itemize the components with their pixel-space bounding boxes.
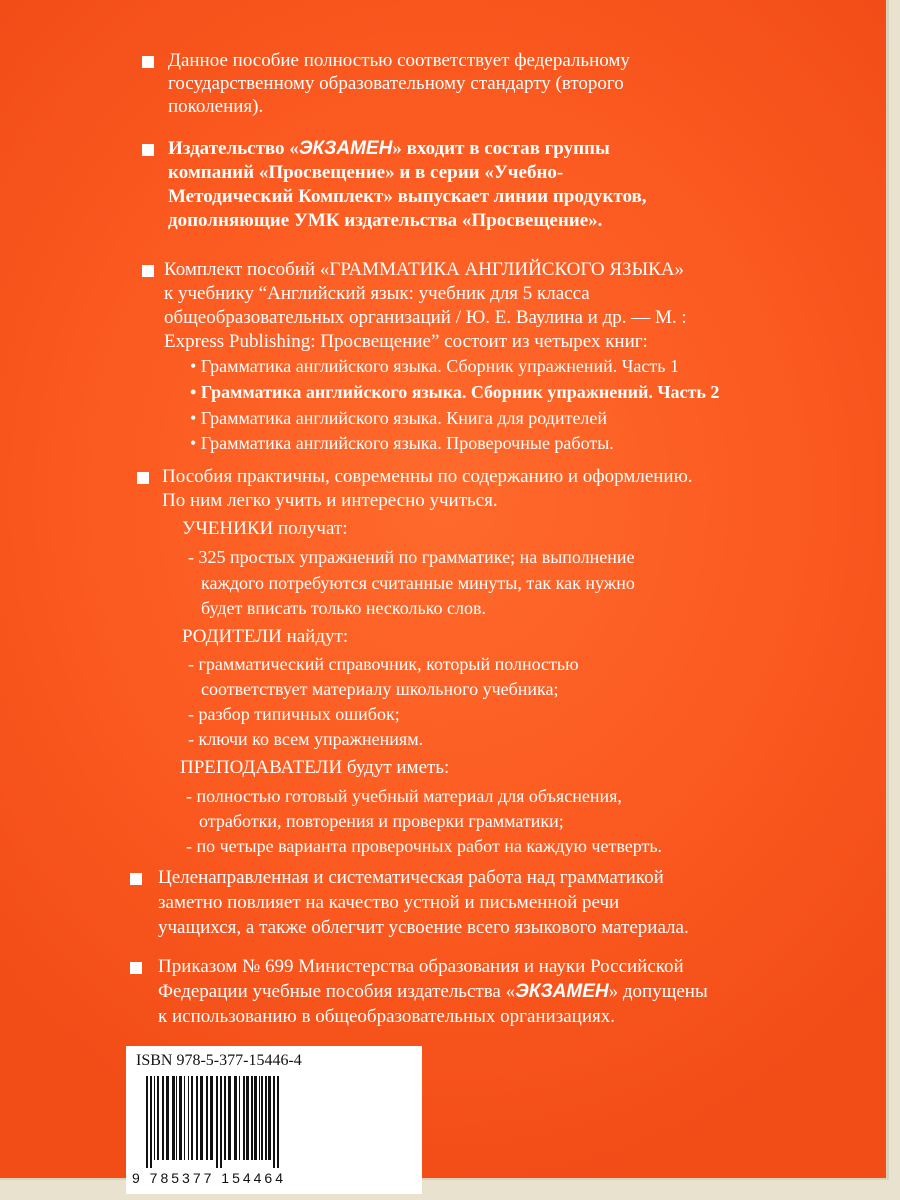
barcode-bar bbox=[246, 1076, 249, 1160]
para2-line-1-c: » входит в состав группы bbox=[392, 138, 610, 159]
bullet-square-icon bbox=[130, 873, 142, 885]
barcode-bar bbox=[179, 1076, 182, 1160]
barcode-bar bbox=[228, 1076, 231, 1160]
para6-line-2-a: Федерации учебные пособия издательства « bbox=[158, 981, 516, 1002]
teachers-heading: ПРЕПОДАВАТЕЛИ будут иметь: bbox=[180, 757, 450, 778]
barcode-bar bbox=[191, 1076, 193, 1160]
barcode-bar bbox=[259, 1076, 260, 1160]
barcode-bar bbox=[150, 1076, 152, 1168]
para2-line-2: компаний «Просвещение» и в серии «Учебно- bbox=[168, 162, 564, 183]
para5-line-2: заметно повлияет на качество устной и письменной речи bbox=[158, 892, 620, 913]
para1-line-2: государственному образовательному стандарту (второго bbox=[168, 73, 624, 94]
para3-line-2: к учебнику “Английский язык: учебник для 5 класса bbox=[164, 283, 590, 304]
barcode-bar bbox=[251, 1076, 253, 1160]
barcode-digits: 9 785377 154464 bbox=[132, 1170, 286, 1186]
para2-line-3: Методический Комплект» выпускает линии продуктов, bbox=[168, 186, 647, 207]
barcode-bar bbox=[261, 1076, 263, 1160]
para5-line-1: Целенаправленная и систематическая работа над грамматикой bbox=[158, 867, 664, 888]
book-list-item-3: • Грамматика английского языка. Книга для родителей bbox=[190, 408, 608, 428]
publisher-name: ЭКЗАМЕН bbox=[298, 138, 393, 159]
bullet-square-icon bbox=[130, 962, 142, 974]
para3-line-4: Express Publishing: Просвещение” состоит из четырех книг: bbox=[164, 331, 648, 352]
para2-line-4: дополняющие УМК издательства «Просвещение». bbox=[168, 210, 603, 231]
isbn-barcode bbox=[126, 1046, 422, 1194]
parents-line-3: - разбор типичных ошибок; bbox=[188, 704, 400, 724]
students-line-1: - 325 простых упражнений по грамматике; на выполнение bbox=[188, 547, 635, 567]
bullet-square-icon bbox=[142, 265, 154, 277]
para6-line-1: Приказом № 699 Министерства образования и науки Российской bbox=[158, 956, 684, 977]
para4-intro-1: Пособия практичны, современны по содержанию и оформлению. bbox=[162, 466, 693, 487]
barcode-bar bbox=[200, 1076, 203, 1160]
teachers-line-1: - полностью готовый учебный материал для объяснения, bbox=[186, 786, 622, 806]
barcode-bar bbox=[239, 1076, 240, 1160]
barcode-bar bbox=[216, 1076, 218, 1168]
bullet-square-icon bbox=[137, 472, 149, 484]
para6-line-2 bbox=[158, 981, 708, 1003]
isbn-number: ISBN 978-5-377-15446-4 bbox=[136, 1052, 302, 1069]
para2-line-1 bbox=[168, 138, 610, 160]
barcode-bar bbox=[268, 1076, 271, 1160]
barcode-bar bbox=[273, 1076, 275, 1168]
para1-line-1: Данное пособие полностью соответствует федеральному bbox=[168, 50, 630, 71]
barcode-bar bbox=[157, 1076, 159, 1160]
bullet-square-icon bbox=[142, 144, 154, 156]
teachers-line-3: - по четыре варианта проверочных работ на каждую четверть. bbox=[186, 836, 663, 856]
barcode-bar bbox=[243, 1076, 245, 1160]
barcode-bar bbox=[265, 1076, 267, 1160]
barcode-bar bbox=[184, 1076, 185, 1160]
barcode-bar bbox=[166, 1076, 169, 1160]
para4-intro-2: По ним легко учить и интересно учиться. bbox=[162, 490, 498, 511]
barcode-bar bbox=[224, 1076, 226, 1160]
barcode-bar bbox=[234, 1076, 237, 1160]
students-line-2: каждого потребуются считанные минуты, так как нужно bbox=[201, 573, 635, 593]
teachers-line-2: отработки, повторения и проверки грамматики; bbox=[199, 811, 564, 831]
para5-line-3: учащихся, а также облегчит усвоение всего языкового материала. bbox=[158, 917, 689, 938]
barcode-bar bbox=[210, 1076, 213, 1160]
para2-line-1-a: Издательство « bbox=[168, 138, 299, 159]
barcode-bar bbox=[176, 1076, 177, 1160]
barcode-bar bbox=[146, 1076, 148, 1168]
students-heading: УЧЕНИКИ получат: bbox=[182, 518, 348, 539]
students-line-3: будет вписать только несколько слов. bbox=[201, 598, 486, 618]
parents-heading: РОДИТЕЛИ найдут: bbox=[182, 626, 349, 647]
barcode-bar bbox=[206, 1076, 208, 1160]
publisher-name: ЭКЗАМЕН bbox=[515, 981, 609, 1002]
parents-line-1: - грамматический справочник, который полностью bbox=[188, 654, 579, 674]
para3-line-3: общеобразовательных организаций / Ю. Е. Ваулина и др. — М. : bbox=[164, 307, 687, 328]
barcode-bar bbox=[196, 1076, 198, 1160]
parents-line-2: соответствует материалу школьного учебника; bbox=[201, 679, 559, 699]
barcode-bar bbox=[172, 1076, 175, 1160]
book-list-item-4: • Грамматика английского языка. Проверочные работы. bbox=[190, 433, 614, 453]
barcode-bars bbox=[144, 1076, 406, 1168]
para6-line-2-c: » допущены bbox=[608, 981, 708, 1002]
bullet-square-icon bbox=[142, 56, 154, 68]
book-list-item-1: • Грамматика английского языка. Сборник упражнений. Часть 1 bbox=[190, 356, 679, 376]
para1-line-3: поколения). bbox=[168, 96, 264, 117]
parents-line-4: - ключи ко всем упражнениям. bbox=[188, 729, 424, 749]
barcode-bar bbox=[220, 1076, 222, 1168]
para6-line-3: к использованию в общеобразовательных организациях. bbox=[158, 1006, 615, 1027]
barcode-bar bbox=[154, 1076, 155, 1160]
book-list-item-2: • Грамматика английского языка. Сборник упражнений. Часть 2 bbox=[190, 382, 720, 402]
para3-line-1: Комплект пособий «ГРАММАТИКА АНГЛИЙСКОГО ЯЗЫКА» bbox=[164, 259, 685, 280]
barcode-bar bbox=[188, 1076, 189, 1160]
barcode-bar bbox=[277, 1076, 279, 1168]
barcode-bar bbox=[162, 1076, 164, 1160]
barcode-bar bbox=[254, 1076, 257, 1160]
